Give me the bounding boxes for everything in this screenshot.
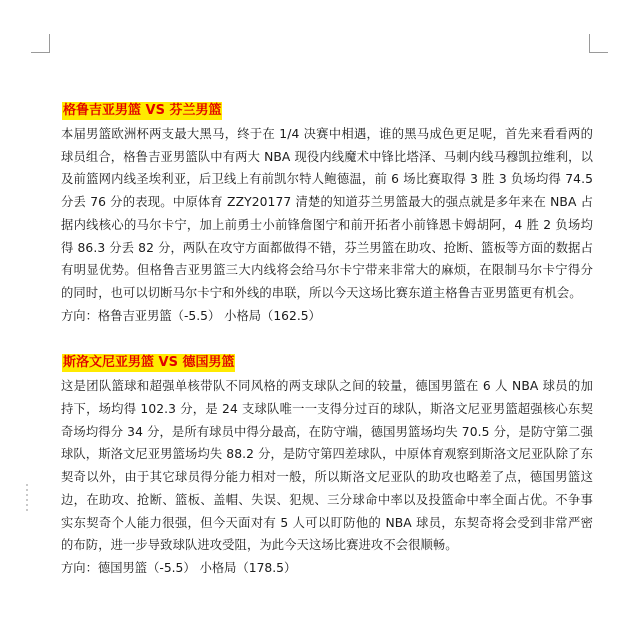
match-section-slovenia-germany (61, 351, 593, 579)
document-page (61, 99, 593, 580)
page-corner-mark-top-right (589, 34, 608, 53)
match-section-georgia-finland (61, 99, 593, 327)
page-corner-mark-top-left (31, 34, 50, 53)
section-heading: 斯洛文尼亚男篮 VS 德国男篮 (63, 355, 235, 371)
drag-handle-icon[interactable] (24, 482, 34, 498)
section-paragraph: 本届男篮欧洲杯两支最大黑马，终于在 1/4 决赛中相遇，谁的黑马成色更足呢，首先来看看两的球员组合，格鲁吉亚男篮队中有两大 NBA 现役内线魔术中锋比塔泽、马刺内线马穆凯拉维利，以及前篮网内线圣埃利亚，后卫线上有前凯尔特人鲍德温，前 6 场比赛取得 3 胜 3 负场均得 74.5 分丢 76 分的表现。中原体育 ZZY20177 清楚的知道芬兰男篮最大的强点就是多年来在 NBA 占据内线核心的马尔卡宁，加上前勇士小前锋詹图宁和前开拓者小前锋恩卡姆胡阿，4 胜 2 负场均得 86.3 分丢 82 分，两队在攻守方面都做得不错，芬兰男篮在助攻、抢断、篮板等方面的数据占有明显优势。但格鲁吉亚男篮三大内线将会给马尔卡宁带来非常大的麻烦，在限制马尔卡宁得分的同时，也可以切断马尔卡宁和外线的串联，所以今天这场比赛东道主格鲁吉亚男篮更有机会。 (61, 127, 593, 300)
section-heading: 格鲁吉亚男篮 VS 芬兰男篮 (63, 103, 222, 118)
betting-direction: 方向：格鲁吉亚男篮（-5.5） 小格局（162.5） (61, 308, 321, 323)
section-paragraph: 这是团队篮球和超强单核带队不同风格的两支球队之间的较量，德国男篮在 6 人 NBA 球员的加持下，场均得 102.3 分，是 24 支球队唯一一支得分过百的球队，斯洛文尼亚男篮超强核心东契奇场均得分 34 分，是所有球员中得分最高，在防守端，德国男篮场均失 70.5 分，是防守第二强球队，斯洛文尼亚男篮场均失 88.2 分，是防守第四差球队，中原体育观察到斯洛文尼亚队除了东契奇以外，由于其它球员得分能力相对一般，所以斯洛文尼亚队的助攻也略差了点，德国男篮这边，在助攻、抢断、篮板、盖帽、失误、犯规、三分球命中率以及投篮命中率全面占优。不争事实东契奇个人能力很强，但今天面对有 5 人可以盯防他的 NBA 球员，东契奇将会受到非常严密的布防，进一步导致球队进攻受阻，为此今天这场比赛进攻不会很顺畅。 (61, 379, 593, 553)
betting-direction: 方向：德国男篮（-5.5） 小格局（178.5） (61, 560, 297, 575)
